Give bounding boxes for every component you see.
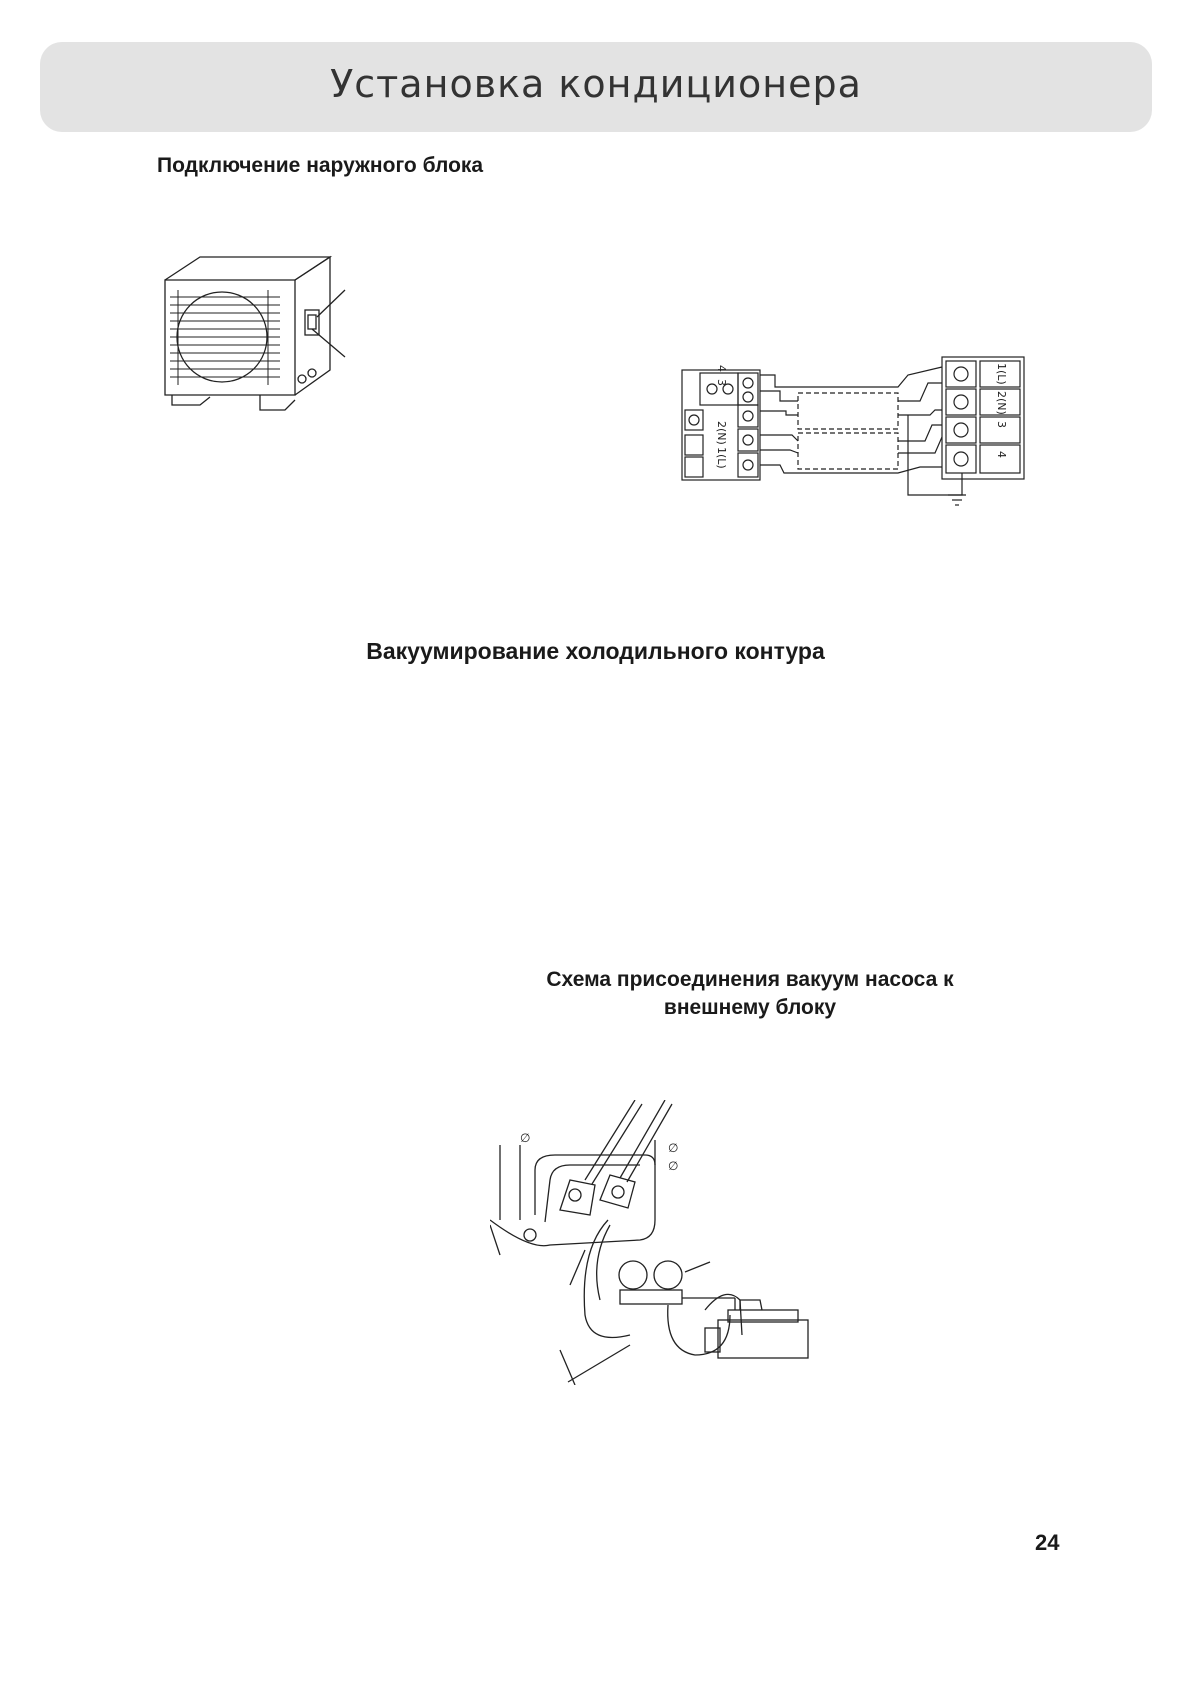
- section-title-pump-scheme: [460, 966, 1040, 1022]
- page-number: 24: [1035, 1530, 1060, 1555]
- pipe-diameter-symbol-1: ∅: [520, 1131, 531, 1145]
- section-title-outdoor-connection: Подключение наружного блока: [157, 154, 484, 177]
- vacuum-pump-connection-illustration: [490, 1100, 860, 1385]
- wiring-left-label-3: 3: [715, 379, 728, 386]
- wiring-right-label-4: 4: [995, 451, 1008, 458]
- wiring-left-label-2n: 2(N): [715, 421, 728, 445]
- wiring-left-label-4: 4: [715, 365, 728, 372]
- pump-scheme-title-line1: Схема присоединения вакуум насоса к: [546, 968, 954, 991]
- wiring-right-label-1l: 1(L): [995, 363, 1008, 385]
- wiring-right-label-2n: 2(N): [995, 391, 1008, 415]
- wiring-left-label-1l: 1(L): [715, 447, 728, 469]
- outdoor-unit-illustration: [150, 245, 350, 445]
- header-bar: [40, 42, 1152, 132]
- pipe-diameter-symbol-3: ∅: [668, 1159, 679, 1173]
- page-title: Установка кондиционера: [330, 62, 862, 106]
- wiring-diagram: [680, 355, 1025, 515]
- section-title-evacuation: Вакуумирование холодильного контура: [366, 638, 825, 664]
- pump-scheme-title-line2: внешнему блоку: [663, 996, 837, 1019]
- pipe-diameter-symbol-2: ∅: [668, 1141, 679, 1155]
- wiring-right-label-3: 3: [995, 421, 1008, 428]
